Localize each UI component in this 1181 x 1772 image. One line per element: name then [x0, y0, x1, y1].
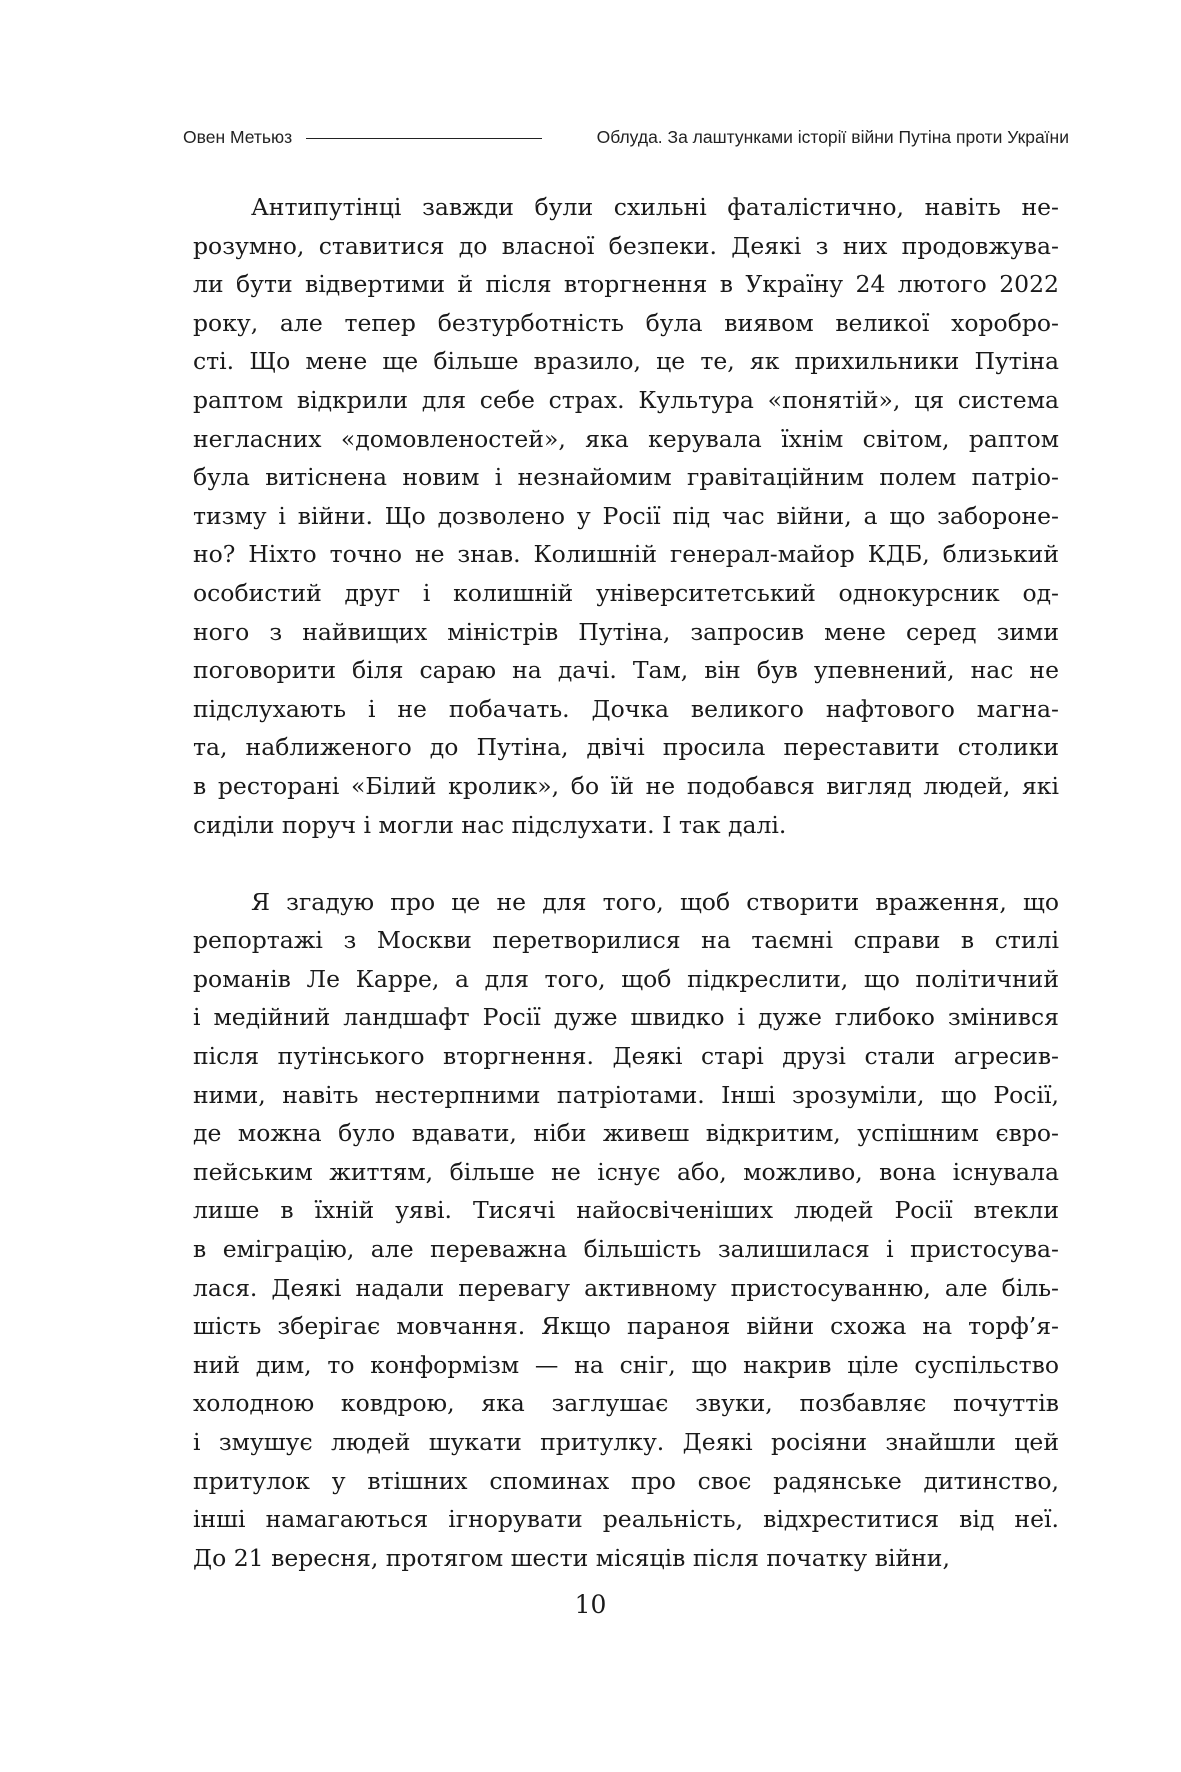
text-line: До 21 вересня, протягом шести місяців після початку війни,: [193, 1543, 950, 1572]
text-line: в ресторані «Білий кролик», бо їй не подобався вигляд людей, які: [193, 771, 1059, 800]
text-line: ли бути відвертими й після вторгнення в Україну 24 лютого 2022: [193, 270, 1059, 299]
text-line: та, наближеного до Путіна, двічі просила переставити столики: [193, 733, 1059, 762]
text-line: но? Ніхто точно не знав. Колишній генерал-майор КДБ, близький: [193, 540, 1059, 569]
text-line: сті. Що мене ще більше вразило, це те, як прихильники Путіна: [193, 347, 1059, 376]
page-number: 10: [574, 1590, 607, 1619]
text-line: ного з найвищих міністрів Путіна, запросив мене серед зими: [193, 617, 1059, 646]
text-line: притулок у втішних споминах про своє радянське дитинство,: [193, 1466, 1059, 1495]
text-line: особистий друг і колишній університетський однокурсник од-: [193, 578, 1059, 607]
text-line: і змушує людей шукати притулку. Деякі росіяни знайшли цей: [193, 1428, 1059, 1456]
text-line: Я згадую про це не для того, щоб створити враження, що: [251, 887, 1059, 916]
text-line: лася. Деякі надали перевагу активному пристосуванню, але біль-: [193, 1273, 1059, 1302]
text-line: поговорити біля сараю на дачі. Там, він був упевнений, нас не: [193, 656, 1059, 685]
text-line: раптом відкрили для себе страх. Культура «понятій», ця система: [193, 385, 1059, 414]
running-header: [183, 124, 1069, 150]
header-rule: [306, 138, 542, 139]
text-line: ний дим, то конформізм — на сніг, що накрив ціле суспільство: [193, 1350, 1059, 1379]
text-line: року, але тепер безтурботність була виявом великої хоробро-: [193, 308, 1059, 337]
text-line: була витіснена новим і незнайомим гравітаційним полем патріо-: [193, 463, 1059, 492]
text-line: пейським життям, більше не існує або, можливо, вона існувала: [193, 1157, 1059, 1186]
text-line: в еміграцію, але переважна більшість залишилася і пристосува-: [193, 1235, 1059, 1264]
text-line: репортажі з Москви перетворилися на таємні справи в стилі: [193, 926, 1059, 955]
paragraph: [193, 188, 1059, 844]
text-line: ними, навіть нестерпними патріотами. Інші зрозуміли, що Росії,: [193, 1080, 1059, 1109]
text-line: негласних «домовленостей», яка керувала їхнім світом, раптом: [193, 424, 1059, 453]
text-line: сиділи поруч і могли нас підслухати. І так далі.: [193, 810, 787, 839]
text-line: тизму і війни. Що дозволено у Росії під час війни, а що забороне-: [193, 501, 1059, 530]
text-line: романів Ле Карре, а для того, щоб підкреслити, що політичний: [193, 964, 1059, 993]
header-book-title: Облуда. За лаштунками історії війни Путіна проти України: [596, 126, 1069, 147]
text-line: шість зберігає мовчання. Якщо параноя війни схожа на торф’я-: [193, 1312, 1059, 1341]
text-line: розумно, ставитися до власної безпеки. Деякі з них продовжува-: [193, 231, 1059, 260]
text-line: після путінського вторгнення. Деякі старі друзі стали агресив-: [193, 1042, 1059, 1071]
text-line: де можна було вдавати, ніби живеш відкритим, успішним євро-: [193, 1119, 1059, 1148]
header-author: Овен Метьюз: [183, 126, 293, 147]
text-line: і медійний ландшафт Росії дуже швидко і дуже глибоко змінився: [193, 1003, 1059, 1032]
text-line: Антипутінці завжди були схильні фаталістично, навіть не-: [251, 193, 1059, 221]
text-line: підслухають і не побачать. Дочка великого нафтового магна-: [193, 694, 1059, 723]
text-line: лише в їхній уяві. Тисячі найосвіченіших людей Росії втекли: [193, 1196, 1059, 1225]
text-line: інші намагаються ігнорувати реальність, відхреститися від неї.: [193, 1505, 1059, 1534]
paragraph: [193, 883, 1059, 1578]
text-line: холодною ковдрою, яка заглушає звуки, позбавляє почуттів: [193, 1389, 1059, 1418]
body-text: [193, 188, 1059, 1577]
